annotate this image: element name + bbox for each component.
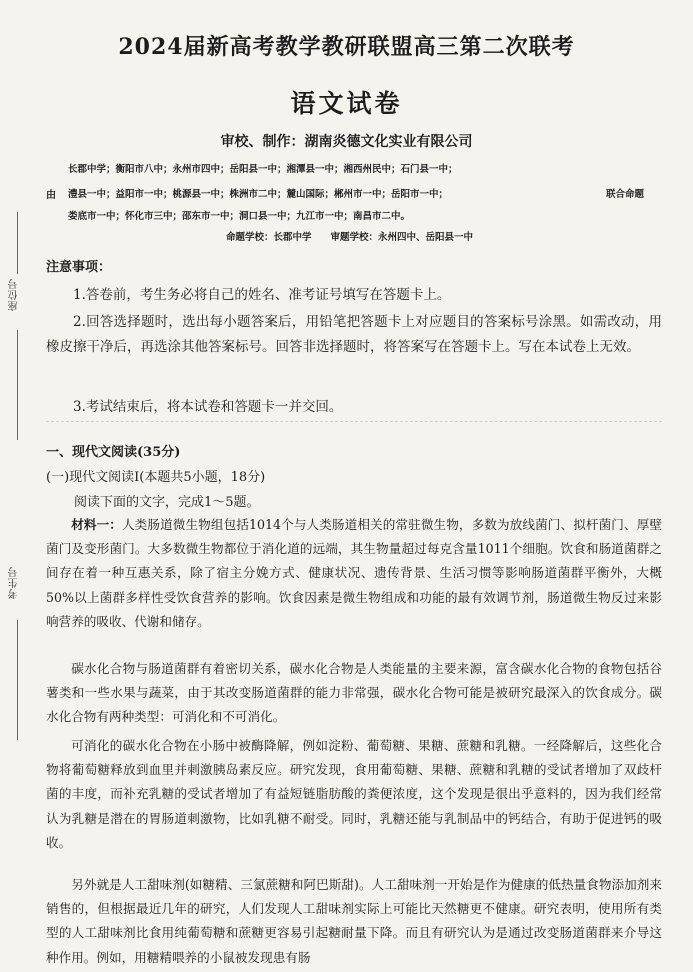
reading-instruction: 阅读下面的文字，完成1～5题。 xyxy=(74,495,260,510)
notice-item-3: 3.考试结束后，将本试卷和答题卡一并交回。 xyxy=(73,399,343,415)
material-paragraph-3: 可消化的碳水化合物在小肠中被酶降解，例如淀粉、葡萄糖、果糖、蔗糖和乳糖。一经降解后，这些化合物将葡萄糖释放到血里并刺激胰岛素反应。研究发现，食用葡萄糖、果糖、蔗糖和乳糖的受试者增加了双歧杆菌的丰度，而补充乳糖的受试者增加了有益短链脂肪酸的粪便浓度，这个发现是很出乎意料的，因为我们经常认为乳糖是潜在的胃肠道刺激物，比如乳糖不耐受。同时，乳糖还能与乳制品中的钙结合，有助于促进钙的吸收。 xyxy=(46,738,662,850)
producer-line: 审校、制作：湖南炎德文化实业有限公司 xyxy=(220,134,473,150)
school-list-prefix: 由 xyxy=(46,190,56,201)
notice-heading: 注意事项： xyxy=(46,260,112,275)
side-rule xyxy=(17,212,18,274)
subject-title: 语文试卷 xyxy=(290,89,403,118)
material-lead: 材料一： xyxy=(71,517,122,532)
section-heading: 一、现代文阅读(35分) xyxy=(46,445,181,460)
school-list-line-2: 澧县一中；益阳市一中；桃源县一中；株洲市二中；麓山国际；郴州市一中；岳阳市一中； xyxy=(68,189,449,200)
side-rule xyxy=(17,330,18,440)
subsection-heading: (一)现代文阅读Ⅰ(本题共5小题，18分) xyxy=(46,470,266,485)
proposition-schools: 命题学校：长郡中学 审题学校：永州四中、岳阳县一中 xyxy=(226,232,474,243)
seat-number-label: 座位号 xyxy=(9,278,20,311)
exam-number-label: 考生号 xyxy=(9,566,20,599)
notice-item-2: 2.回答选择题时，选出每小题答案后，用铅笔把答题卡上对应题目的答案标号涂黑。如需改动，用橡皮擦干净后，再选涂其他答案标号。回答非选择题时，将答案写在答题卡上。写在本试卷上无效。 xyxy=(46,314,662,355)
joint-proposition-label: 联合命题 xyxy=(606,189,645,200)
notice-item-1: 1.答卷前，考生务必将自己的姓名、准考证号填写在答题卡上。 xyxy=(73,287,451,303)
material-p1-text: 人类肠道微生物组包括1014个与人类肠道相关的常驻微生物，多数为放线菌门、拟杆菌门、厚壁菌门及变形菌门。大多数微生物都位于消化道的远端，其生物量超过每克含量1011个细胞。饮食和肠道菌群之间存在着一种互惠关系，除了宿主分娩方式、健康状况、遗传背景、生活习惯等影响肠道菌群平衡外，大概50%以上菌群多样性受饮食营养的影响。饮食因素是微生物组成和功能的最有效调节剂，肠道微生物反过来影响营养的吸收、代谢和储存。 xyxy=(46,517,662,629)
material-paragraph-2: 碳水化合物与肠道菌群有着密切关系，碳水化合物是人类能量的主要来源，富含碳水化合物的食物包括谷薯类和一些水果与蔬菜，由于其改变肠道菌群的能力非常强，碳水化合物可能是被研究最深入的饮食成分。碳水化合物有两种类型：可消化和不可消化。 xyxy=(46,661,662,725)
material-paragraph-1 xyxy=(46,513,662,634)
side-rule xyxy=(17,620,18,740)
school-list-line-3: 娄底市一中；怀化市三中；邵东市一中；洞口县一中；九江市一中；南昌市二中。 xyxy=(68,211,411,222)
section-divider xyxy=(46,421,662,422)
exam-title: 2024届新高考教学教研联盟高三第二次联考 xyxy=(118,34,575,60)
material-paragraph-4: 另外就是人工甜味剂(如糖精、三氯蔗糖和阿巴斯甜)。人工甜味剂一开始是作为健康的低热量食物添加剂来销售的，但根据最近几年的研究，人们发现人工甜味剂实际上可能比天然糖更不健康。研究表明，使用所有类型的人工甜味剂比食用纯葡萄糖和蔗糖更容易引起糖耐量下降。而且有研究认为是通过改变肠道菌群来介导这种作用。例如，用糖精喂养的小鼠被发现患有肠 xyxy=(46,877,662,965)
school-list-line-1: 长郡中学；衡阳市八中；永州市四中；岳阳县一中；湘潭县一中；湘西州民中；石门县一中； xyxy=(68,164,458,175)
